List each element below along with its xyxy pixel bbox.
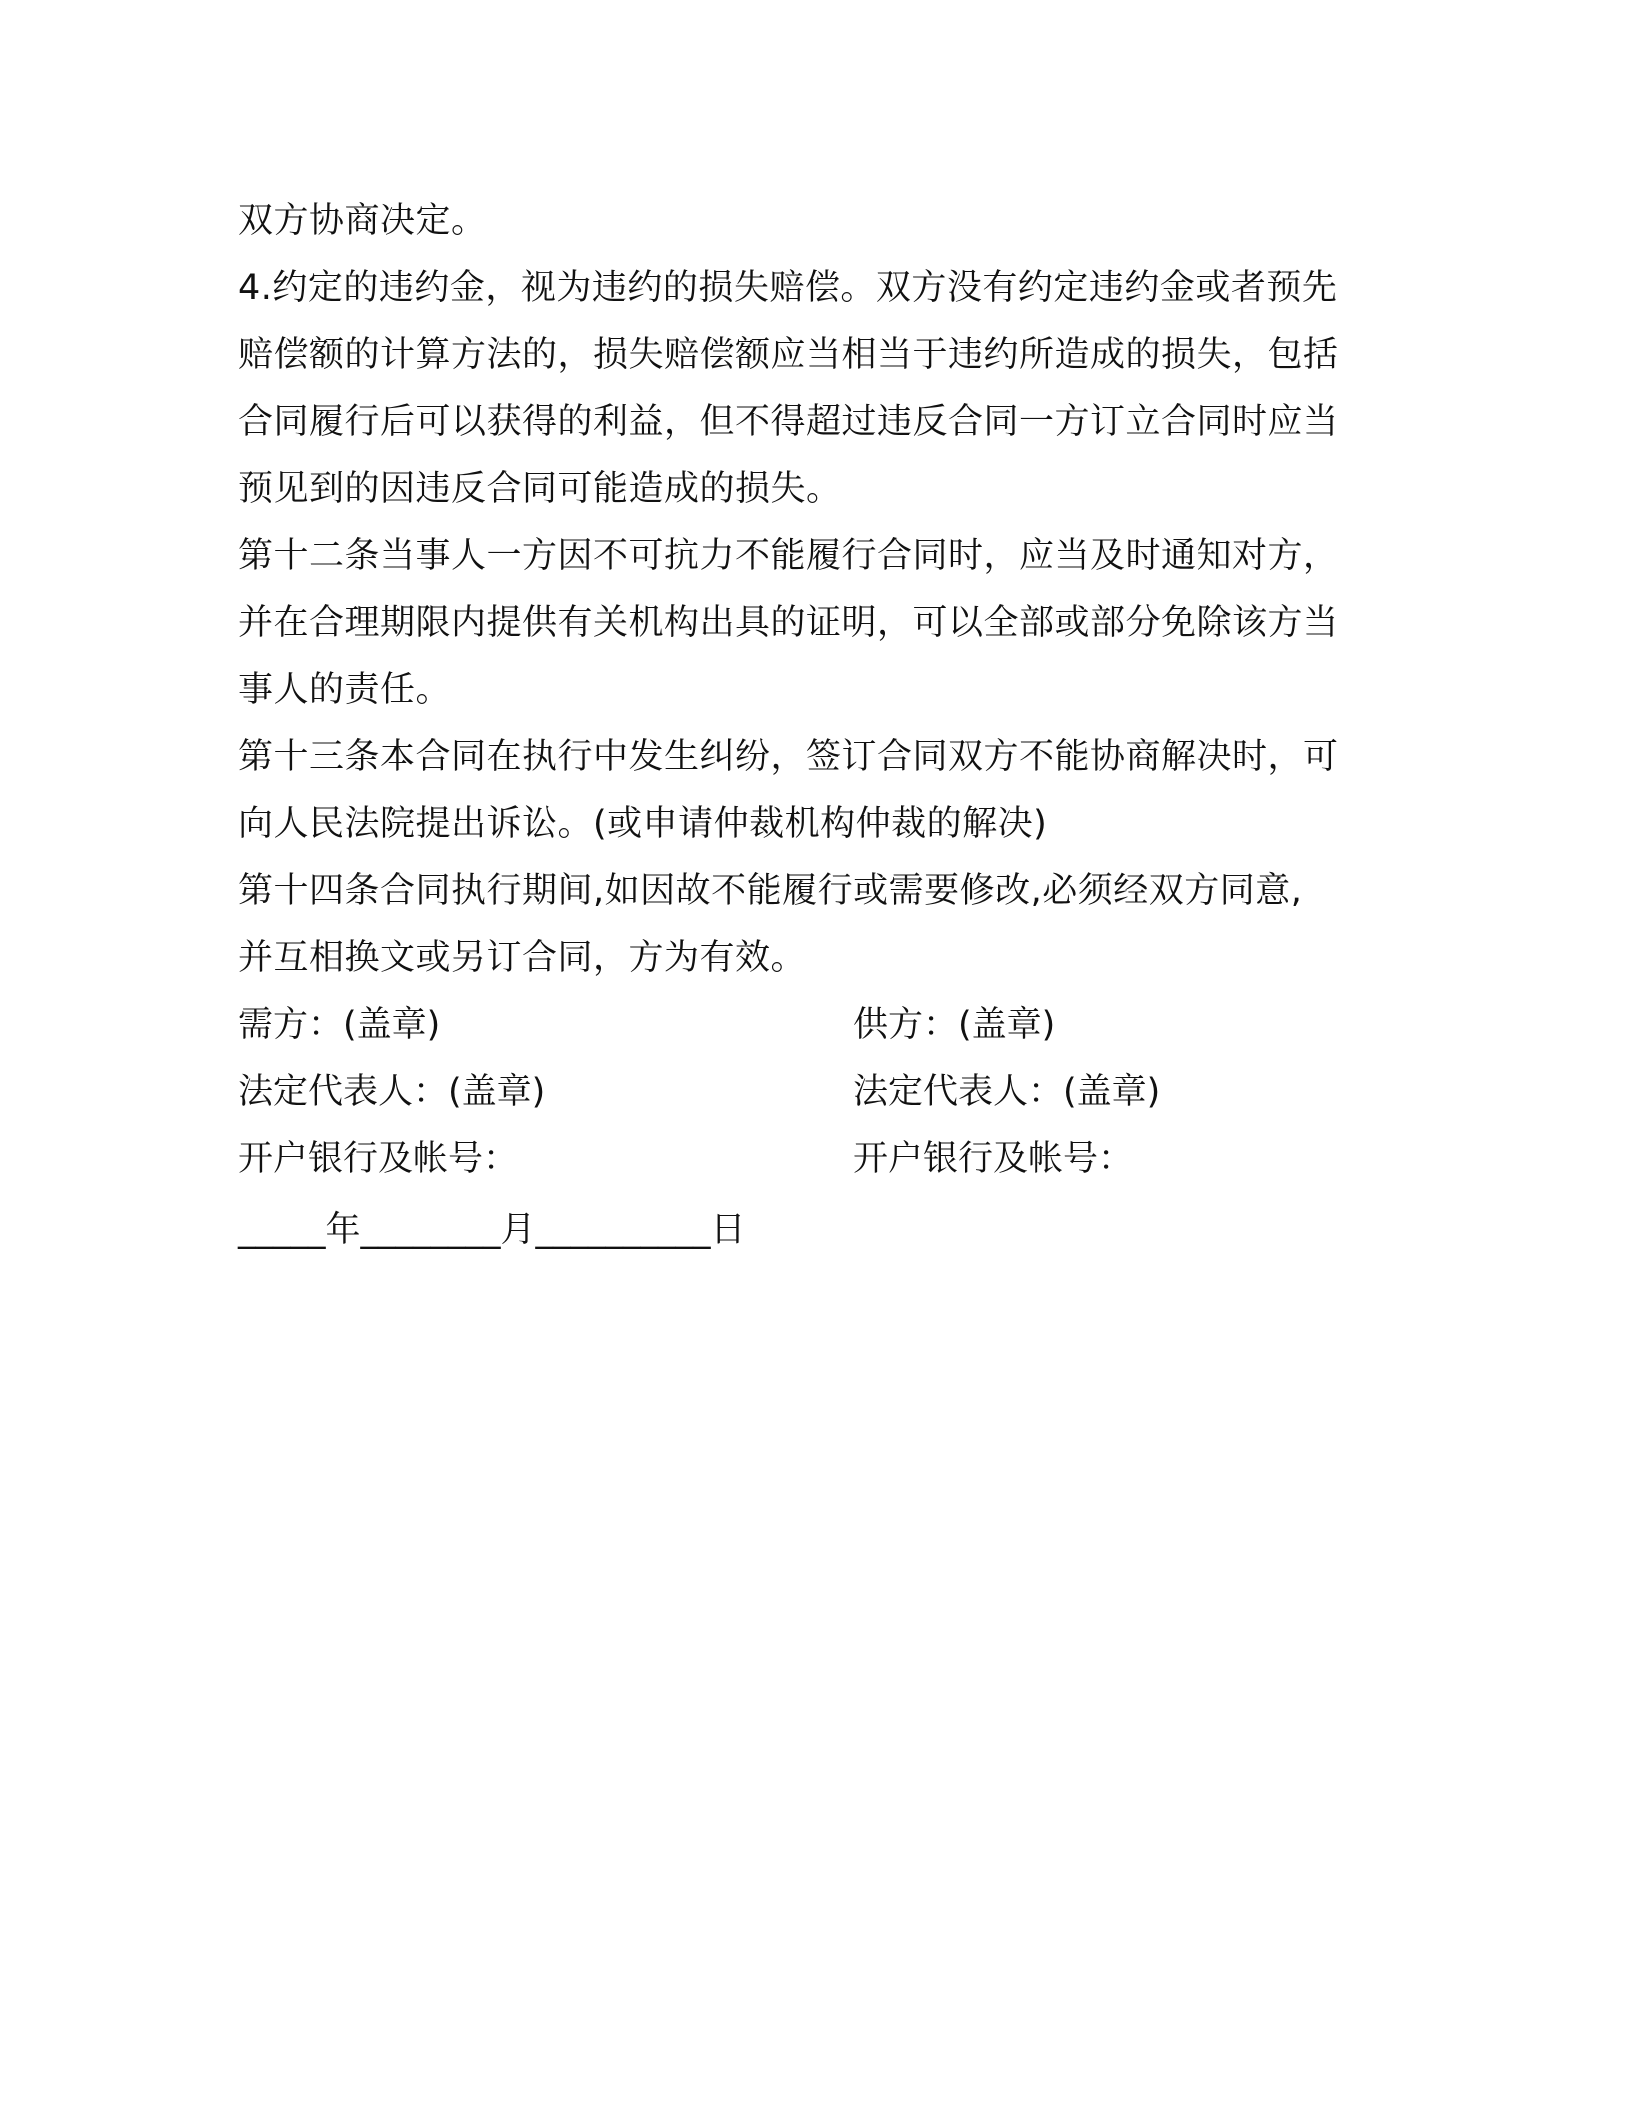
buyer-seal-label: 需方：(盖章) [238, 1005, 441, 1045]
text-line-8: 事人的责任。 [238, 670, 452, 710]
text-line-9: 第十三条本合同在执行中发生纠纷，签订合同双方不能协商解决时，可 [238, 737, 1339, 777]
signature-row-bank [238, 1126, 1398, 1193]
buyer-bank-label: 开户银行及帐号： [238, 1139, 519, 1179]
buyer-representative-label: 法定代表人：(盖章) [238, 1072, 546, 1112]
text-line-1: 双方协商决定。 [238, 201, 487, 241]
seller-representative-label: 法定代表人：(盖章) [853, 1072, 1161, 1112]
text-line-5: 预见到的因违反合同可能造成的损失。 [238, 469, 842, 509]
contract-text [238, 188, 1398, 1264]
signature-row-representative [238, 1059, 1398, 1126]
signature-row-seal [238, 992, 1398, 1059]
text-line-11: 第十四条合同执行期间,如因故不能履行或需要修改,必须经双方同意, [238, 871, 1303, 911]
seller-bank-label: 开户银行及帐号： [853, 1139, 1134, 1179]
date-line: _____年________月__________日 [238, 1210, 746, 1250]
text-line-7: 并在合理期限内提供有关机构出具的证明，可以全部或部分免除该方当 [238, 603, 1339, 643]
text-line-2: 4.约定的违约金，视为违约的损失赔偿。双方没有约定违约金或者预先 [238, 268, 1338, 308]
text-line-12: 并互相换文或另订合同，方为有效。 [238, 938, 807, 978]
text-line-10: 向人民法院提出诉讼。(或申请仲裁机构仲裁的解决) [238, 804, 1048, 844]
text-line-6: 第十二条当事人一方因不可抗力不能履行合同时，应当及时通知对方， [238, 536, 1339, 576]
text-line-3: 赔偿额的计算方法的，损失赔偿额应当相当于违约所造成的损失，包括 [238, 335, 1339, 375]
seller-seal-label: 供方：(盖章) [853, 1005, 1056, 1045]
text-line-4: 合同履行后可以获得的利益，但不得超过违反合同一方订立合同时应当 [238, 402, 1339, 442]
